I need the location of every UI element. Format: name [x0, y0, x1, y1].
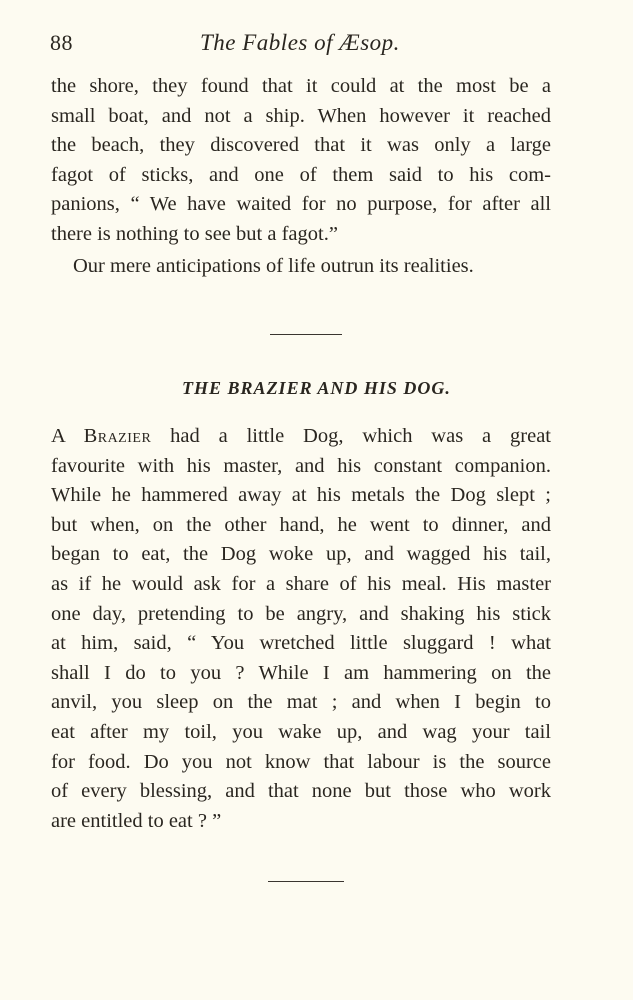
text-line: are entitled to eat ? ” [51, 809, 222, 832]
text-line: shall I do to you ? While I am hammering on the [51, 661, 551, 684]
text-line: for food. Do you not know that labour is the source [51, 750, 551, 773]
end-divider [268, 881, 344, 882]
text-line: but when, on the other hand, he went to dinner, and [51, 513, 551, 536]
section-divider [270, 334, 342, 335]
text-line: the shore, they found that it could at the most be a [51, 75, 551, 97]
text-line: as if he would ask for a share of his meal. His master [51, 573, 551, 595]
text-line-first [51, 422, 551, 452]
first-line-rest: had a little Dog, which was a great [151, 425, 551, 447]
moral: Our mere anticipations of life outrun its realities. [73, 255, 474, 277]
page-number: 88 [50, 30, 73, 55]
text-line: small boat, and not a ship. When however it reached [51, 104, 551, 127]
text-line: one day, pretending to be angry, and shaking his stick [51, 602, 551, 625]
initial-word: A [51, 425, 65, 447]
text-line: of every blessing, and that none but those who work [51, 780, 551, 803]
smallcaps-word: Brazier [83, 425, 152, 447]
text-line: panions, “ We have waited for no purpose, for after all [51, 193, 551, 216]
text-line: eat after my toil, you wake up, and wag your tail [51, 721, 551, 743]
text-line: began to eat, the Dog woke up, and wagged his tail, [51, 543, 551, 566]
text-line: there is nothing to see but a fagot.” [51, 223, 338, 245]
text-line: at him, said, “ You wretched little sluggard ! what [51, 632, 551, 655]
text-line: anvil, you sleep on the mat ; and when I begin to [51, 691, 551, 714]
text-line: fagot of sticks, and one of them said to his com- [51, 163, 551, 186]
fable-title: THE BRAZIER AND HIS DOG. [182, 378, 451, 398]
text-line: the beach, they discovered that it was only a large [51, 134, 551, 157]
running-title: The Fables of Æsop. [200, 30, 400, 55]
text-line: favourite with his master, and his constant companion. [51, 454, 551, 477]
text-line: While he hammered away at his metals the Dog slept ; [51, 484, 551, 507]
